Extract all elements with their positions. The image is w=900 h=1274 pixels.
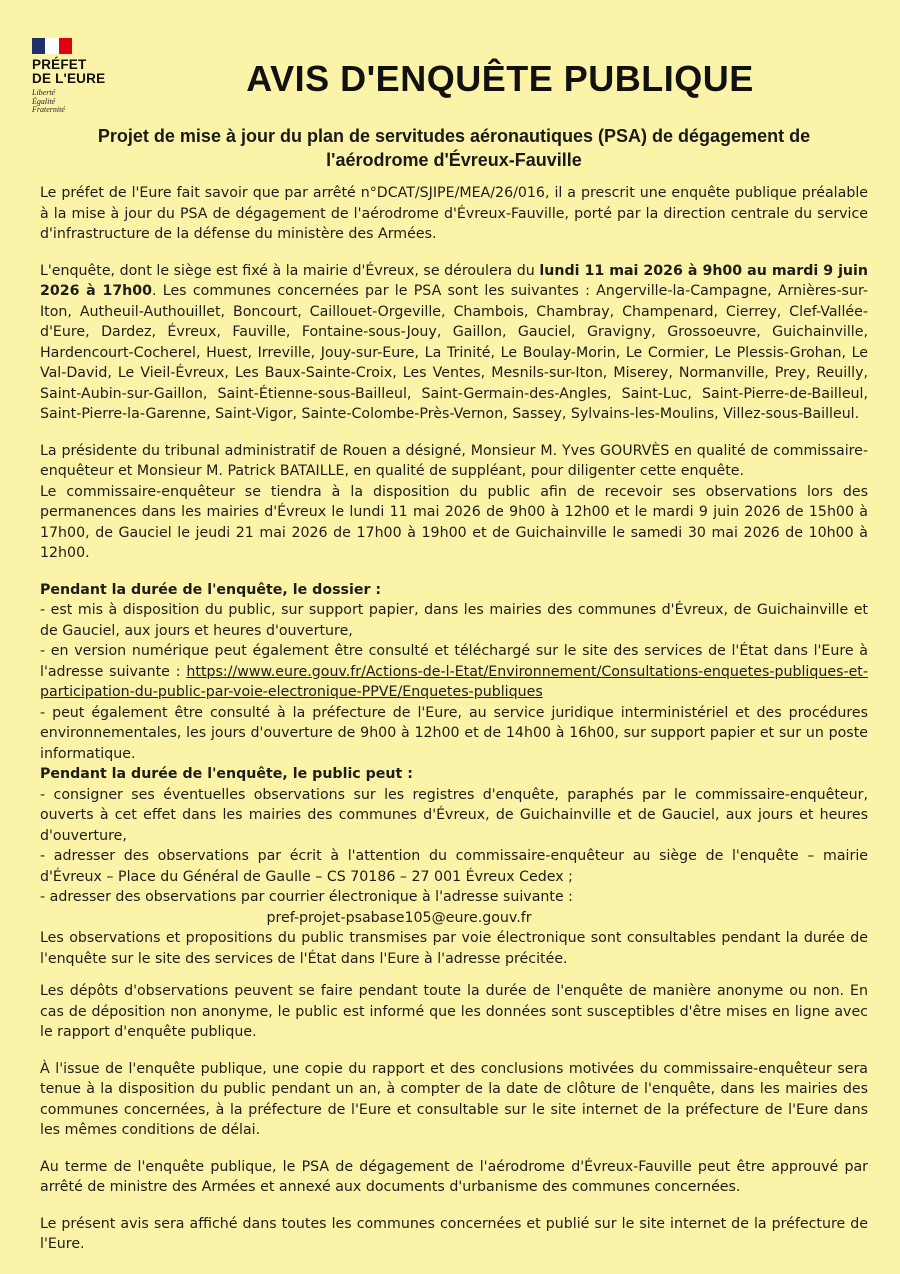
paragraph-observations: Les observations et propositions du public transmises par voie électronique sont consultables pendant la durée de l'enquête sur le site des services de l'État dans l'Eure à l'adresse précitée.	[40, 930, 868, 967]
paragraph-approbation: Au terme de l'enquête publique, le PSA de dégagement de l'aérodrome d'Évreux-Fauville peut être approuvé par arrêté de ministre des Armées et annexé aux documents d'urbanisme des communes concernées.	[40, 1158, 868, 1195]
paragraph-affichage: Le présent avis sera affiché dans toutes les communes concernées et publié sur le site internet de la préfecture de l'Eure.	[40, 1215, 868, 1252]
enquete-intro: L'enquête, dont le siège est fixé à la mairie d'Évreux, se déroulera du	[40, 262, 540, 279]
motto-egalite: Égalité	[32, 96, 56, 106]
motto-fraternite: Fraternité	[32, 105, 65, 114]
consultation-link[interactable]: https://www.eure.gouv.fr/Actions-de-l-Etat/Environnement/Consultations-enquetes-publiques-et-participation-du-public-par-voie-electronique-PPVE/Enquetes-publiques	[40, 663, 868, 700]
dossier-item-prefecture: - peut également être consulté à la préfecture de l'Eure, au service juridique interministériel et des procédures environnementales, les jours d'ouverture de 9h00 à 12h00 et de 14h00 à 16h00, sur support papier et sur un poste informatique.	[40, 704, 868, 762]
public-heading: Pendant la durée de l'enquête, le public peut :	[40, 766, 413, 782]
enquete-dates: lundi 11 mai 2026 à 9h00 au mardi 9 juin 2026 à 17h00	[40, 262, 869, 299]
notice-body	[40, 183, 868, 1255]
marianne-flag-icon	[32, 38, 72, 54]
dossier-item-numerique	[40, 641, 868, 703]
logo-line-1: PRÉFET	[32, 57, 87, 72]
public-item-email: - adresser des observations par courrier électronique à l'adresse suivante :	[40, 889, 573, 905]
prefecture-logo	[32, 38, 142, 115]
subtitle-line-2: l'aérodrome d'Évreux-Fauville	[326, 150, 582, 170]
paragraph-permanences: Le commissaire-enquêteur se tiendra à la disposition du public afin de recevoir ses observations lors des permanences dans les mairies d'Évreux le lundi 11 mai 2026 de 9h00 à 12h00 et le mardi 9 juin 2026 de 15h00 à 17h00, de Gauciel le jeudi 21 mai 2026 de 17h00 à 19h00 et de Guichainville le samedi 30 mai 2026 de 10h00 à 12h00.	[40, 483, 868, 561]
public-item-courrier: - adresser des observations par écrit à l'attention du commissaire-enquêteur au siège de l'enquête – mairie d'Évreux – Place du Général de Gaulle – CS 70186 – 27 001 Évreux Cedex ;	[40, 848, 868, 885]
motto	[32, 89, 142, 115]
paragraph-depots: Les dépôts d'observations peuvent se faire pendant toute la durée de l'enquête de manière anonyme ou non. En cas de déposition non anonyme, le public est informé que les données sont susceptibles d'être mises en ligne avec le rapport d'enquête publique.	[40, 983, 868, 1040]
project-subtitle	[40, 124, 868, 172]
paragraph-arrete: Le préfet de l'Eure fait savoir que par arrêté n°DCAT/SJIPE/MEA/26/016, il a prescrit une enquête publique préalable à la mise à jour du PSA de dégagement de l'aérodrome d'Évreux-Fauville, porté par la direction centrale du service d'infrastructure de la défense du ministère des Armées.	[40, 185, 868, 242]
dossier-heading: Pendant la durée de l'enquête, le dossier :	[40, 581, 382, 598]
page-title: AVIS D'ENQUÊTE PUBLIQUE	[246, 58, 754, 99]
dossier-item-numerique-text: - en version numérique peut également être consulté et téléchargé sur le site des services de l'État dans l'Eure à l'adresse suivante :	[40, 643, 868, 680]
paragraph-rapport: À l'issue de l'enquête publique, une copie du rapport et des conclusions motivées du commissaire-enquêteur sera tenue à la disposition du public pendant un an, à compter de la date de clôture de l'enquête, dans les mairies des communes concernées, à la préfecture de l'Eure et consultable sur le site internet de la préfecture de l'Eure dans les mêmes conditions de délai.	[40, 1060, 868, 1138]
communes-list: . Les communes concernées par le PSA sont les suivantes : Angerville-la-Campagne, Arnières-sur-Iton, Autheuil-Authouillet, Boncourt, Caillouet-Orgeville, Chambois, Chambray, Champenard, Cierrey, Clef-Vallée-d'Eure, Dardez, Évreux, Fauville, Fontaine-sous-Jouy, Gaillon, Gauciel, Gravigny, Grossoeuvre, Guichainville, Hardencourt-Cocherel, Huest, Irreville, Jouy-sur-Eure, La Trinité, Le Boulay-Morin, Le Cormier, Le Plessis-Grohan, Le Val-David, Le Vieil-Évreux, Les Baux-Sainte-Croix, Les Ventes, Mesnils-sur-Iton, Miserey, Normanville, Prey, Reuilly, Saint-Aubin-sur-Gaillon, Saint-Étienne-sous-Bailleul, Saint-Germain-des-Angles, Saint-Luc, Saint-Pierre-de-Bailleul, Saint-Pierre-la-Garenne, Saint-Vigor, Sainte-Colombe-Près-Vernon, Sassey, Sylvains-les-Moulins, Villez-sous-Bailleul.	[40, 283, 868, 422]
logo-line-2: DE L'EURE	[32, 71, 106, 86]
public-item-registres: - consigner ses éventuelles observations sur les registres d'enquête, paraphés par le commissaire-enquêteur, ouverts à cet effet dans les mairies des communes d'Évreux, de Guichainville et de Gauciel, aux jours et heures d'ouverture,	[40, 786, 868, 844]
subtitle-line-1: Projet de mise à jour du plan de servitudes aéronautiques (PSA) de dégagement de	[97, 126, 811, 146]
email-address[interactable]: pref-projet-psabase105@eure.gouv.fr	[266, 909, 532, 926]
paragraph-communes	[40, 261, 868, 425]
paragraph-commissaire: La présidente du tribunal administratif de Rouen a désigné, Monsieur M. Yves GOURVÈS en qualité de commissaire-enquêteur et Monsieur M. Patrick BATAILLE, en qualité de suppléant, pour diligenter cette enquête.	[40, 442, 868, 479]
motto-liberte: Liberté	[32, 88, 56, 97]
dossier-item-papier: - est mis à disposition du public, sur support papier, dans les mairies des communes d'Évreux, de Guichainville et de Gauciel, aux jours et heures d'ouverture,	[40, 602, 868, 639]
